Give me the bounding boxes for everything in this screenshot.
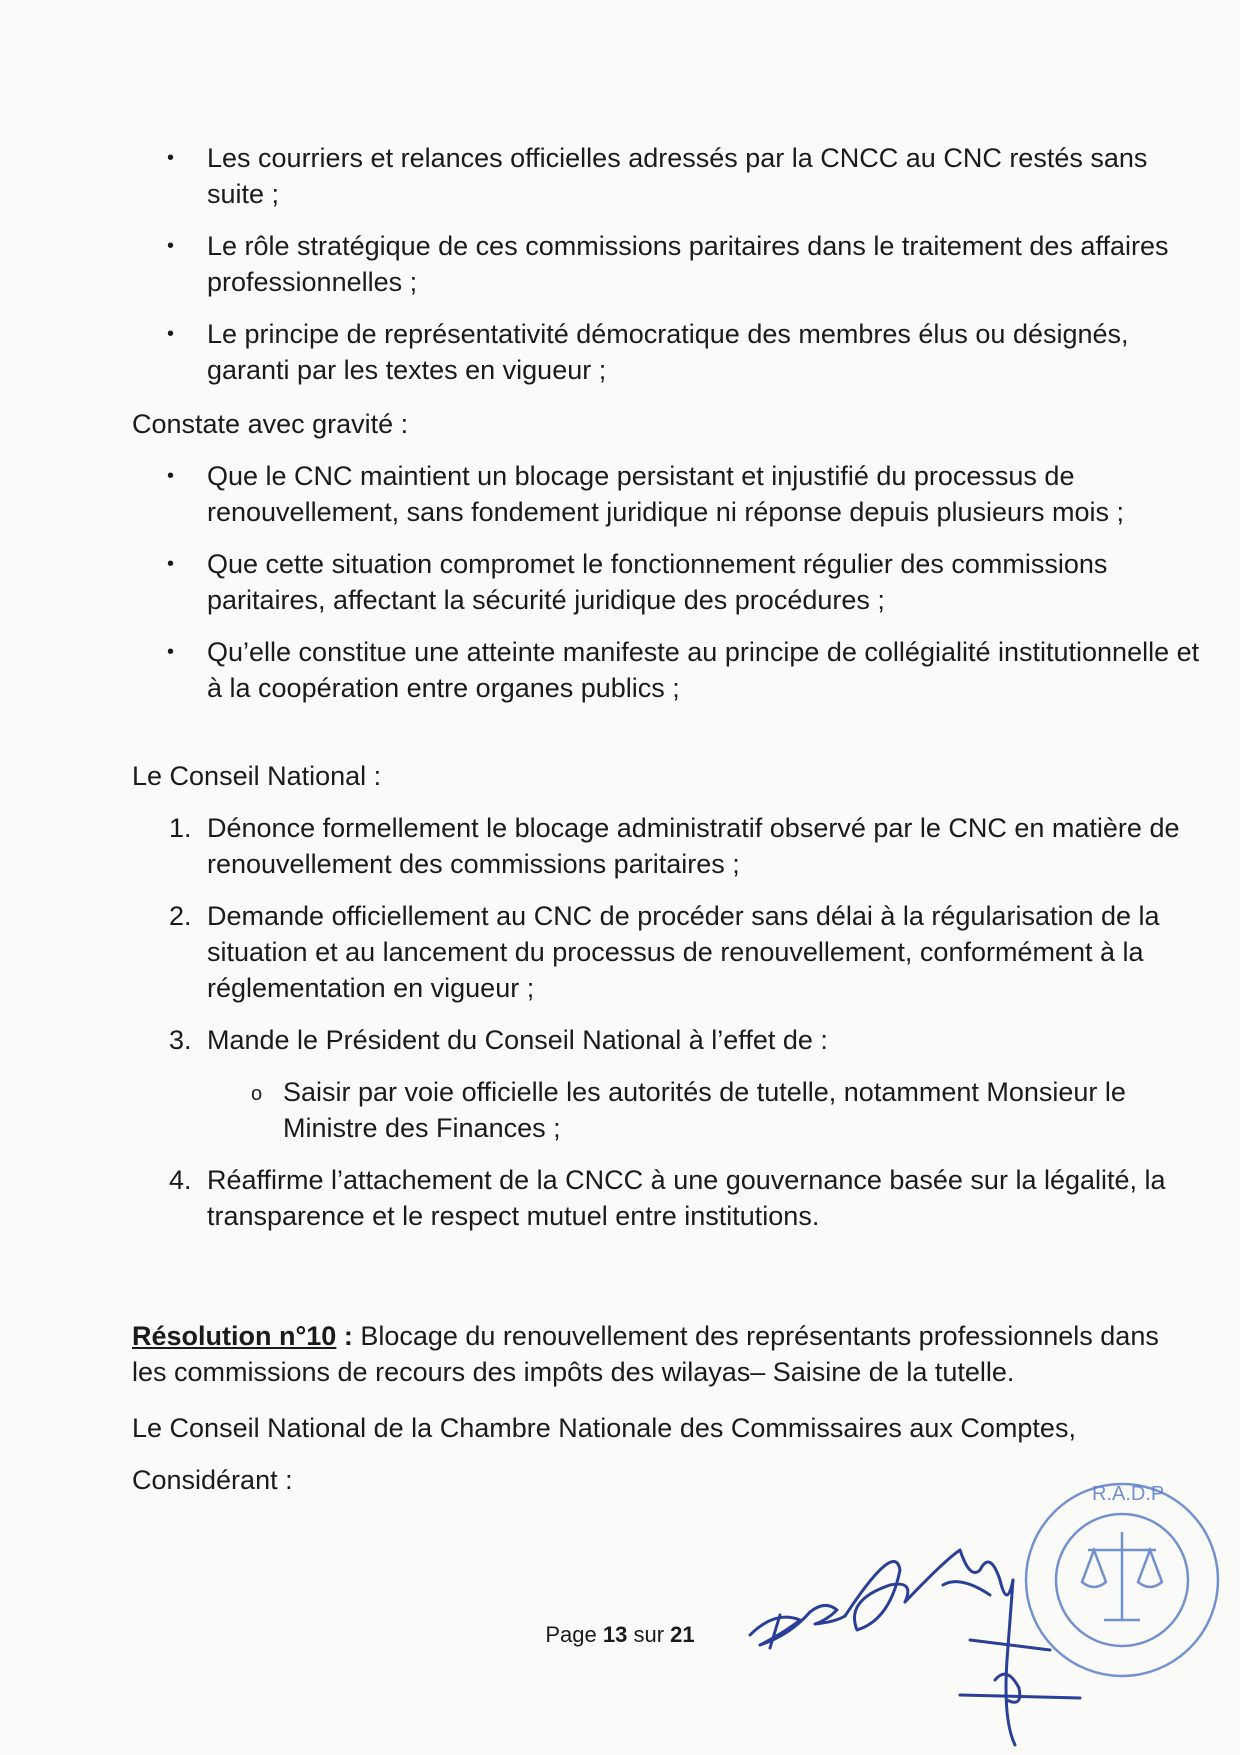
item-number: 1. (169, 813, 192, 843)
sub-list-item: o Saisir par voie officielle les autorités de tutelle, notamment Monsieur le Ministre des Finances ; (207, 1074, 1200, 1146)
list-item: • Le principe de représentativité démocratique des membres élus ou désignés, garanti par les textes en vigueur ; (165, 316, 1200, 388)
list-item: • Que le CNC maintient un blocage persistant et injustifié du processus de renouvellement, sans fondement juridique ni réponse depuis plusieurs mois ; (165, 458, 1200, 530)
item-text: Mande le Président du Conseil National à l’effet de : (207, 1025, 828, 1055)
considerant-heading: Considérant : (132, 1465, 293, 1495)
decision-item (165, 898, 1200, 1006)
council-line: Le Conseil National de la Chambre Nationale des Commissaires aux Comptes, (132, 1413, 1076, 1443)
footer-middle: sur (627, 1622, 671, 1647)
resolution-paragraph (132, 1318, 1192, 1390)
resolution-text: Blocage du renouvellement des représentants professionnels dans les commissions de recours des impôts des wilayas– Saisine de la tutelle. (132, 1321, 1159, 1387)
decision-item (165, 810, 1200, 882)
item-number: 2. (169, 901, 192, 931)
item-text: Dénonce formellement le blocage administratif observé par le CNC en matière de renouvellement des commissions paritaires ; (207, 813, 1180, 879)
list-item: • Le rôle stratégique de ces commissions paritaires dans le traitement des affaires professionnelles ; (165, 228, 1200, 300)
signature-marks (745, 1540, 1185, 1755)
decision-list (165, 810, 1200, 1250)
list-item: • Que cette situation compromet le fonctionnement régulier des commissions paritaires, affectant la sécurité juridique des procédures ; (165, 546, 1200, 618)
current-page-number: 13 (602, 1622, 628, 1647)
resolution-label: Résolution n°10 (132, 1321, 337, 1351)
constate-heading: Constate avec gravité : (132, 409, 409, 439)
total-pages-number: 21 (670, 1622, 695, 1647)
decision-item (165, 1022, 1200, 1146)
item-number: 3. (169, 1025, 192, 1055)
sub-list (207, 1074, 1200, 1146)
intro-bullet-list (165, 140, 1200, 404)
item-text: Réaffirme l’attachement de la CNCC à une gouvernance basée sur la légalité, la transparence et le respect mutuel entre institutions. (207, 1165, 1166, 1231)
constate-bullet-list (165, 458, 1200, 722)
list-item: • Qu’elle constitue une atteinte manifeste au principe de collégialité institutionnelle et à la coopération entre organes publics ; (165, 634, 1200, 706)
item-text: Demande officiellement au CNC de procéder sans délai à la régularisation de la situation et au lancement du processus de renouvellement, conformément à la réglementation en vigueur ; (207, 901, 1160, 1003)
item-number: 4. (169, 1165, 192, 1195)
decision-item (165, 1162, 1200, 1234)
svg-text:R.A.D.P: R.A.D.P (1092, 1483, 1165, 1505)
list-item: • Les courriers et relances officielles adressés par la CNCC au CNC restés sans suite ; (165, 140, 1200, 212)
resolution-separator: : (336, 1321, 361, 1351)
conseil-heading: Le Conseil National : (132, 761, 382, 791)
footer-prefix: Page (545, 1622, 603, 1647)
